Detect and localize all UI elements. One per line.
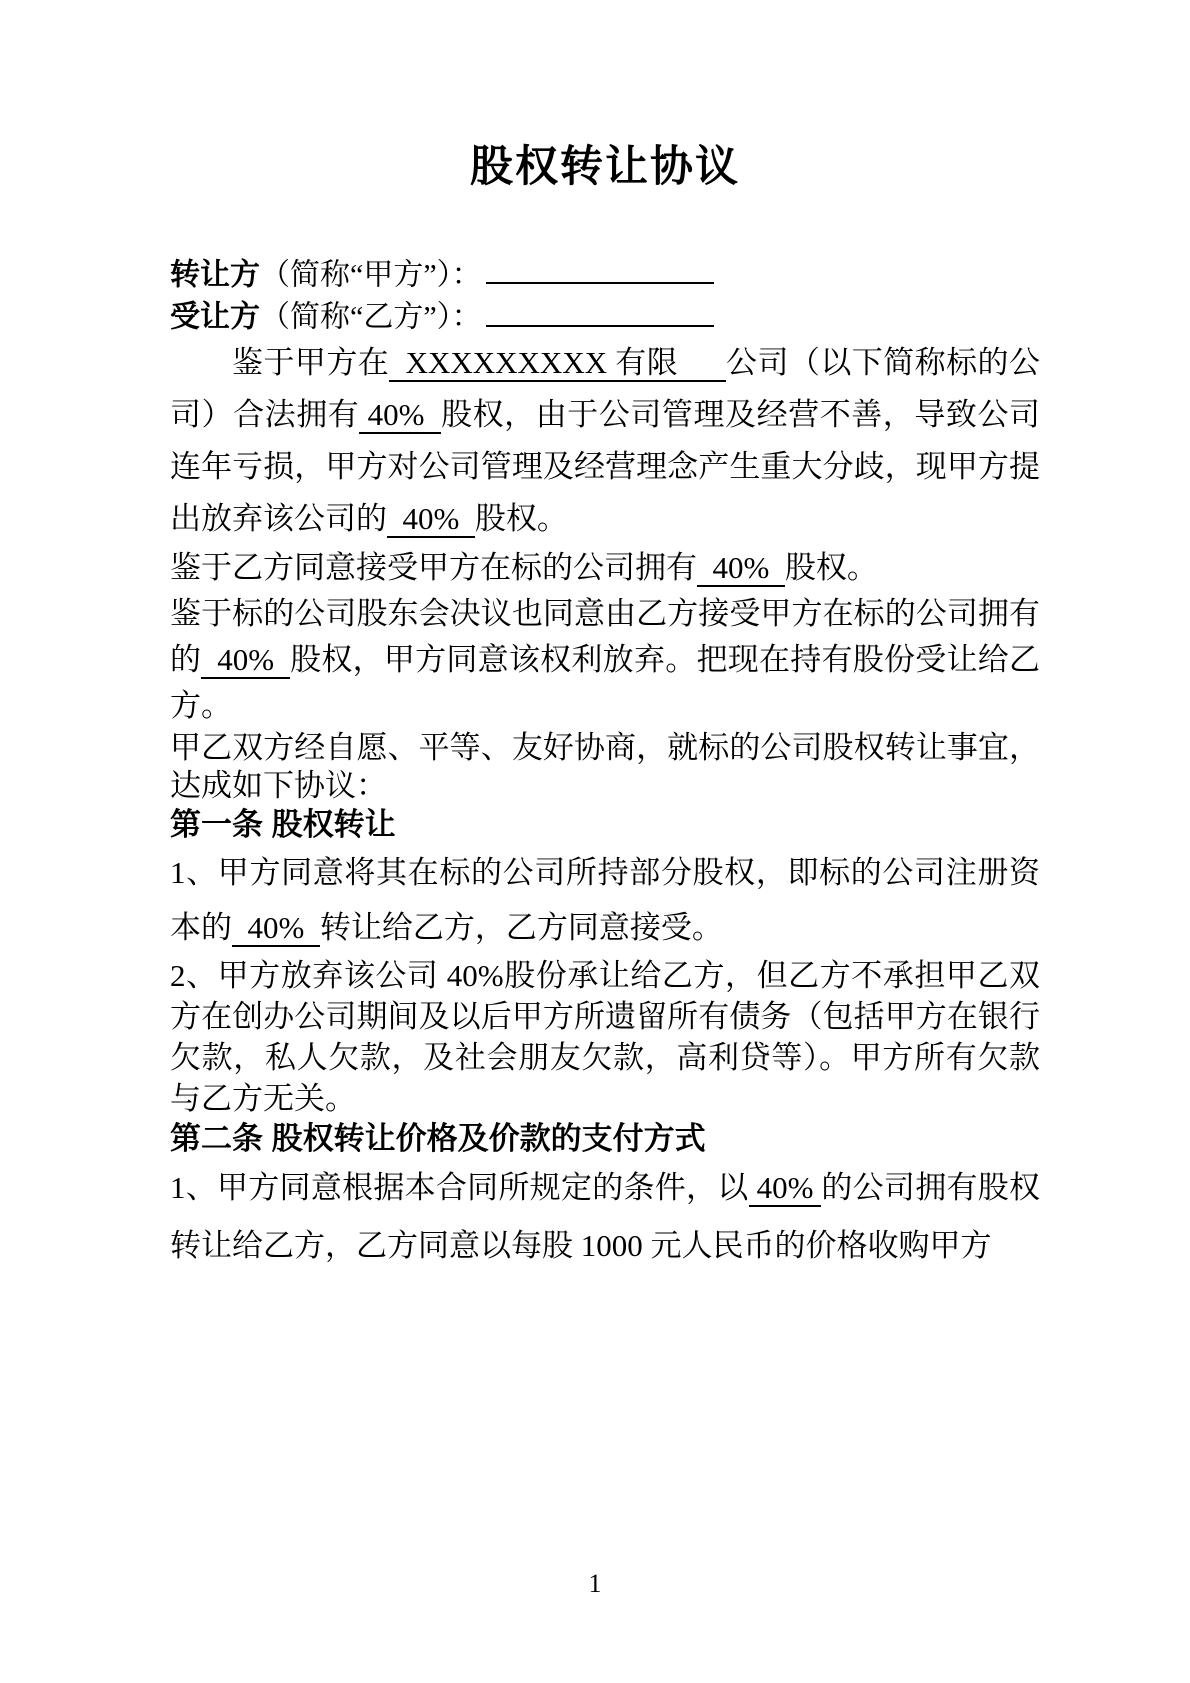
transferor-line [170, 252, 1040, 295]
transferee-label: 受让方 [170, 300, 260, 334]
whereas2-percent-blank: 40% [697, 549, 785, 585]
document-title: 股权转让协议 [470, 143, 740, 191]
whereas1-text: 股权，由于公司管理及经营不善，导致公司连年亏损，甲方对公司管理及经营理念产生重大分歧，现甲方提出放弃该公司的 [170, 396, 1041, 536]
article-1-item-2 [170, 955, 1040, 1119]
article-2-heading: 第二条 股权转让价格及价款的支付方式 [170, 1120, 706, 1156]
transferee-line [170, 294, 1040, 337]
transferee-suffix: （简称“乙方”）： [260, 300, 482, 334]
whereas-paragraph-2 [170, 545, 1040, 591]
parties-block [170, 252, 1040, 337]
article1-item1-text: 转让给乙方，乙方同意接受。 [319, 909, 723, 945]
article1-item1-text: 1、甲方同意将其在标的公司所持部分股权，即标的公司注册资本的 [170, 854, 1040, 945]
whereas-paragraph-3 [170, 591, 1040, 729]
page-number: 1 [588, 1569, 602, 1598]
transferor-name-blank [486, 252, 714, 285]
agreement-intro-paragraph [170, 729, 1040, 805]
agreement-intro-text: 甲乙双方经自愿、平等、友好协商，就标的公司股权转让事宜，达成如下协议： [170, 729, 1040, 803]
whereas3-text: 鉴于标的公司股东会决议也同意由乙方接受甲方在标的公司拥有的 [170, 595, 1040, 677]
whereas1-percent-blank-1: 40% [359, 396, 442, 432]
whereas1-company-name-blank: XXXXXXXXX 有限 [389, 344, 726, 380]
whereas3-percent-blank: 40% [201, 641, 291, 677]
whereas3-text: 股权，甲方同意该权利放弃。把现在持有股份受让给乙方。 [170, 641, 1041, 723]
whereas1-text: 股权。 [474, 500, 568, 536]
transferee-name-blank [486, 294, 714, 327]
article1-item1-percent-blank: 40% [232, 909, 320, 945]
article-2-item-1 [170, 1159, 1040, 1275]
article2-item1-percent-blank: 40% [748, 1169, 822, 1205]
whereas1-percent-blank-2: 40% [387, 500, 475, 536]
whereas1-text: 鉴于甲方在 [232, 344, 390, 380]
transferor-label: 转让方 [170, 258, 260, 292]
whereas-paragraph-1 [170, 337, 1040, 545]
article-1-item-1 [170, 845, 1040, 955]
whereas2-text: 股权。 [784, 549, 878, 585]
whereas2-text: 鉴于乙方同意接受甲方在标的公司拥有 [170, 549, 697, 585]
article2-item1-text: 1、甲方同意根据本合同所规定的条件，以 [170, 1169, 749, 1205]
article2-item1-text: 的公司拥有股权转让给乙方，乙方同意以每股 1000 元人民币的价格收购甲方 [170, 1169, 1040, 1263]
article-1-heading: 第一条 股权转让 [170, 806, 396, 842]
transferor-suffix: （简称“甲方”）： [260, 258, 482, 292]
article1-item2-text: 2、甲方放弃该公司 40%股份承让给乙方，但乙方不承担甲乙双方在创办公司期间及以后甲方所遗留所有债务（包括甲方在银行欠款，私人欠款，及社会朋友欠款，高利贷等）。甲方所有欠款与乙方无关。 [170, 957, 1040, 1116]
whereas1-text: 公司（以下简称标的公司）合法拥有 [170, 344, 1040, 432]
